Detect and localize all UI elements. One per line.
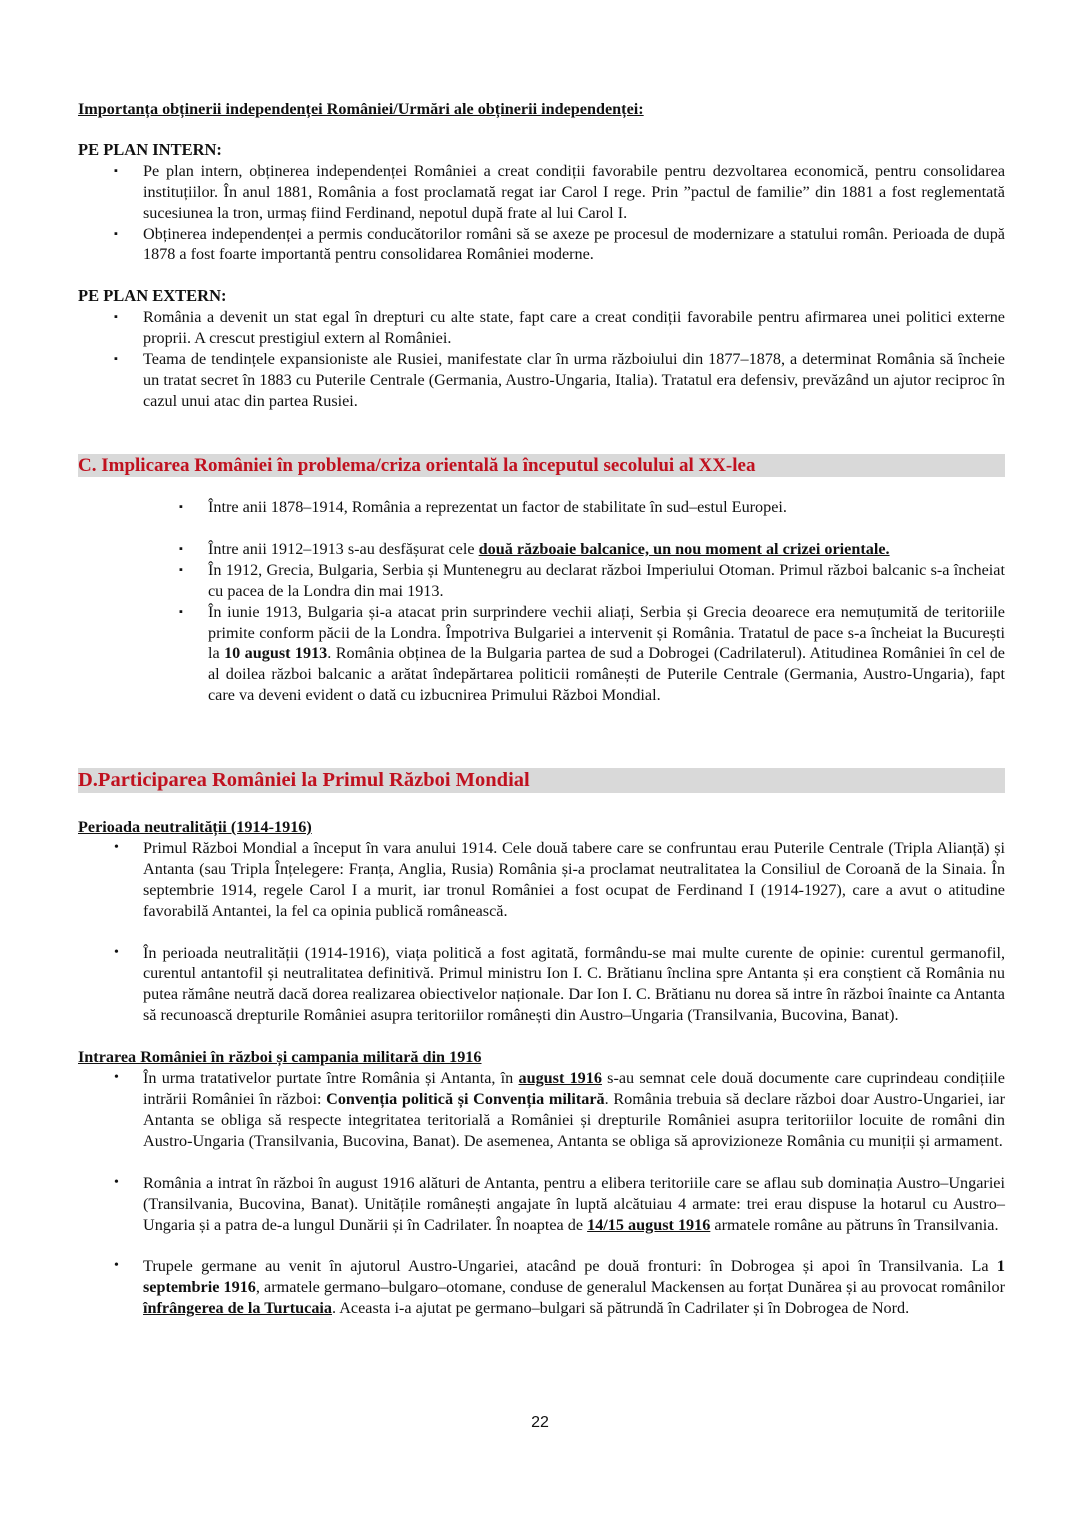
- bullet-icon: •: [114, 944, 119, 960]
- text-segment: . Aceasta i-a ajutat pe germano–bulgari să pătrundă în Cadrilater și în Dobrogea de Nord.: [332, 1299, 910, 1318]
- neutrality-list: [78, 838, 1005, 1026]
- text-segment: armatele române au pătruns în Transilvania.: [710, 1215, 999, 1234]
- extern-list: [78, 307, 1005, 412]
- text-segment: Obținerea independenței a permis conducătorilor români să se axeze pe procesul de modernizare a statului român. Perioada de după 1878 a fost foarte importantă pentru consolidarea României moderne.: [143, 224, 1005, 264]
- text-segment: În iunie 1913, Bulgaria și-a atacat prin surprindere vechii aliați, Serbia și Grecia deoarece era nemuțumită de teritoriile primite conform păcii de la Londra. Împotriva Bulgariei a intervenit și România. Tratatul de pace s-a încheiat la București la: [208, 602, 1005, 663]
- section-d-heading: D.Participarea României la Primul Război Mondial: [78, 768, 1005, 793]
- list-item: [78, 560, 1005, 602]
- list-item: [78, 307, 1005, 349]
- bullet-icon: •: [114, 1070, 119, 1086]
- bullet-icon: •: [114, 1174, 119, 1190]
- text-segment: România a intrat în război în august 1916 alături de Antanta, pentru a elibera teritoriile care se aflau sub dominația Austro–Ungariei (Transilvania, Bucovina, Banat). Unitățile românești angajate în luptă alcătuiau 4 armate: trei erau dispuse la hotarul cu Austro–Ungaria și a patra de-a lungul Dunării și în Cadrilater. În noaptea de: [143, 1173, 1005, 1234]
- war-entry-title: Intrarea României în război și campania militară din 1916: [78, 1048, 482, 1067]
- text-segment: Trupele germane au venit în ajutorul Austro-Ungariei, atacând pe două fronturi: în Dobrogea și apoi în Transilvania. La: [143, 1257, 997, 1276]
- list-item: [78, 349, 1005, 412]
- bullet-icon: ▪: [114, 311, 118, 324]
- bullet-icon: ▪: [114, 353, 118, 366]
- emphasis-text: Convenția politică și Convenția militară: [326, 1089, 605, 1108]
- section-c: [78, 497, 1005, 706]
- list-item: [78, 1256, 1005, 1319]
- page-number: 22: [531, 1414, 549, 1431]
- list-item: [78, 161, 1005, 224]
- section-c-list: [78, 497, 1005, 706]
- text-segment: . România trebuia să declare război doar Austro-Ungariei, iar Antanta se obliga să respecte integritatea teritorială a României și drepturile României asupra teritoriilor locuite de români din Austro-Ungaria (Transilvania, Bucovina, Banat). De asemenea, Antanta se obliga să aprovizioneze România cu muniții și armament.: [143, 1089, 1005, 1150]
- list-item: [78, 497, 1005, 518]
- extern-label: PE PLAN EXTERN:: [78, 286, 227, 306]
- bullet-icon: •: [114, 839, 119, 855]
- text-segment: În perioada neutralității (1914-1916), viața politică a fost agitată, formându-se mai multe curente de opinie: curentul germanofil, curentul antantofil și neutralitatea definitivă. Primul ministru Ion I. C. Brătianu înclina spre Antanta și era conștient că România nu putea rămâne neutră dacă dorea realizarea obiectivelor naționale. Dar Ion I. C. Brătianu nu dorea să intre în război înainte ca Antanta să recunoască drepturile României asupra teritoriilor românești din Austro–Ungaria (Transilvania, Bucovina, Banat).: [143, 943, 1005, 1025]
- section-c-heading: C. Implicarea României în problema/criza orientală la începutul secolului al XX-lea: [78, 454, 1005, 477]
- list-item: [78, 1068, 1005, 1152]
- list-item: [78, 224, 1005, 266]
- list-item: [78, 602, 1005, 707]
- text-segment: s-au semnat cele două documente care cuprindeau condițiile intrării României în război:: [143, 1069, 1005, 1108]
- emphasis-text: august 1916: [518, 1069, 602, 1088]
- war-list: [78, 1068, 1005, 1319]
- text-segment: . România obținea de la Bulgaria partea de sud a Dobrogei (Cadrilaterul). Atitudinea României în cel de al doilea război balcanic a arătat îndepărtarea politicii românești de Puterile Centrale (Germania, Austro-Ungaria), fapt care va deveni evident o dată cu izbucnirea Primului Război Mondial.: [208, 644, 1005, 705]
- text-segment: Pe plan intern, obținerea independenței României a creat condiții favorabile pentru dezvoltarea economică, pentru consolidarea instituțiilor. În anul 1881, România a fost proclamată regat iar Carol I rege. Prin ”pactul de familie” din 1881 a fost reglementată sucesiunea la tron, urmaș fiind Ferdinand, nepotul după frate al lui Carol I.: [143, 161, 1005, 222]
- text-segment: În 1912, Grecia, Bulgaria, Serbia și Muntenegru au declarat război Imperiului Otoman. Primul război balcanic s-a încheiat cu pacea de la Londra din mai 1913.: [208, 560, 1005, 600]
- text-segment: Primul Război Mondial a început în vara anului 1914. Cele două tabere care se confruntau erau Puterile Centrale (Tripla Alianță) și Antanta (sau Tripla Înțelegere: Franța, Anglia, Rusia) România și-a proclamat neutralitatea la Consiliul de Coroană de la Sinaia. În septembrie 1914, regele Carol I a murit, iar tronul României a fost ocupat de Ferdinand I (1914-1927), care a avut o atitudine favorabilă Antantei, la fel ca opinia publică românească.: [143, 838, 1005, 920]
- list-item: [78, 838, 1005, 922]
- text-segment: , armatele germano–bulgaro–otomane, conduse de generalul Mackensen au forțat Dunărea și au provocat românilor: [255, 1278, 1005, 1297]
- emphasis-text: două războaie balcanice, un nou moment al crizei orientale.: [478, 539, 890, 558]
- bullet-icon: ▪: [114, 227, 118, 240]
- text-segment: Între anii 1912–1913 s-au desfășurat cele: [208, 539, 479, 558]
- bullet-icon: ▪: [179, 501, 183, 513]
- bullet-icon: •: [114, 1258, 119, 1274]
- section-d: [78, 817, 1005, 1319]
- text-segment: România a devenit un stat egal în drepturi cu alte state, fapt care a creat condiții favorabile pentru afirmarea unei politici externe proprii. A crescut prestigiul extern al României.: [143, 308, 1005, 348]
- intern-label: PE PLAN INTERN:: [78, 139, 222, 159]
- text-segment: Teama de tendințele expansioniste ale Rusiei, manifestate clar în urma războiului din 1877–1878, a determinat România să încheie un tratat secret în 1883 cu Puterile Centrale (Germania, Austro-Ungaria, Italia). Tratatul era defensiv, prevăzând un ajutor reciproc în cazul unui atac din partea Rusiei.: [143, 350, 1005, 410]
- section-title: Importanța obținerii independenței României/Urmări ale obținerii independenței:: [78, 100, 644, 118]
- emphasis-text: 1 septembrie 1916: [143, 1257, 1005, 1297]
- emphasis-text: 10 august 1913: [224, 644, 328, 663]
- emphasis-text: înfrângerea de la Turtucaia: [143, 1299, 333, 1318]
- list-item: [78, 1173, 1005, 1236]
- neutrality-title: Perioada neutralității (1914-1916): [78, 818, 312, 836]
- emphasis-text: 14/15 august 1916: [587, 1215, 711, 1234]
- text-segment: Între anii 1878–1914, România a reprezentat un factor de stabilitate în sud–estul Europei.: [208, 498, 787, 516]
- bullet-icon: ▪: [179, 605, 183, 618]
- list-item: [78, 943, 1005, 1027]
- bullet-icon: ▪: [114, 164, 118, 177]
- bullet-icon: ▪: [179, 542, 183, 555]
- list-item: [78, 539, 1005, 560]
- text-segment: În urma tratativelor purtate între România și Antanta, în: [143, 1069, 519, 1088]
- bullet-icon: ▪: [179, 563, 183, 576]
- section-importance: [78, 99, 1005, 412]
- intern-list: [78, 161, 1005, 266]
